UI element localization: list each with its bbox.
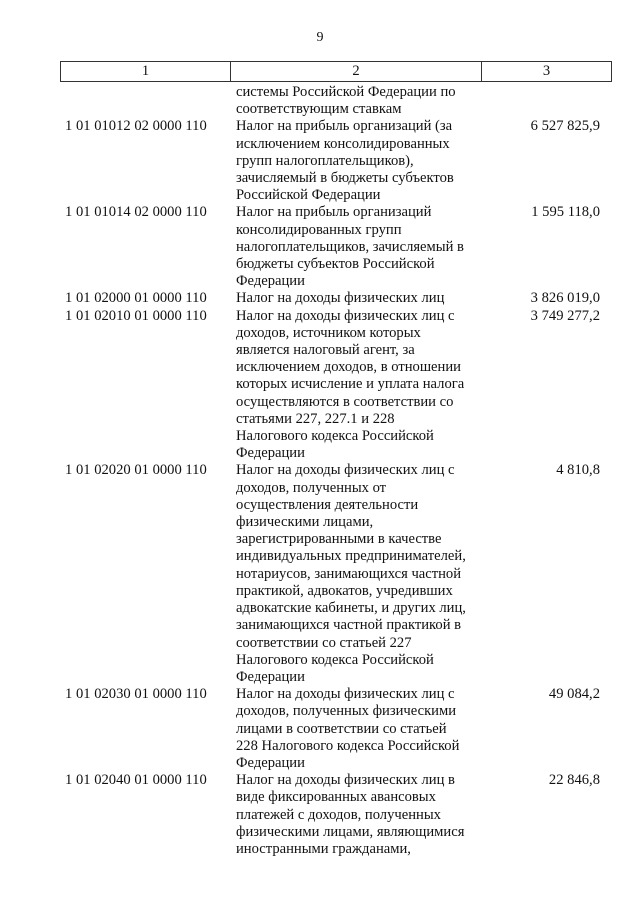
description-line: Налогового кодекса Российской [236, 428, 434, 445]
description-line: лицами в соответствии со статьей [236, 720, 447, 737]
description-line: Налог на доходы физических лиц в [236, 772, 455, 789]
description-line: Федерации [236, 445, 305, 462]
amount: 22 846,8 [548, 772, 600, 789]
description-line: иностранными гражданами, [236, 840, 411, 857]
amount: 6 527 825,9 [530, 118, 600, 135]
budget-code: 1 01 01012 02 0000 110 [65, 118, 207, 135]
budget-code [60, 84, 230, 118]
description-line: является налоговый агент, за [236, 342, 415, 359]
description-line: консолидированных групп [236, 221, 402, 238]
description-line: индивидуальных предпринимателей, [236, 548, 466, 565]
description-line: физическими лицами, [236, 514, 374, 531]
description [230, 308, 481, 463]
table-row [60, 84, 612, 118]
description-line: осуществления деятельности [236, 496, 419, 513]
amount [481, 84, 612, 118]
amount: 49 084,2 [548, 686, 600, 703]
amount: 3 749 277,2 [530, 307, 600, 324]
description-line: осуществляются в соответствии со [236, 393, 454, 410]
description-line: Федерации [236, 273, 305, 290]
budget-code: 1 01 02010 01 0000 110 [65, 307, 207, 324]
description-line: виде фиксированных авансовых [236, 789, 436, 806]
table-row [60, 118, 612, 204]
description-line: доходов, источником которых [236, 324, 421, 341]
description-line: Налог на доходы физических лиц с [236, 462, 455, 479]
description-line: зачисляемый в бюджеты субъектов [236, 170, 454, 187]
description-line: системы Российской Федерации по [236, 84, 456, 100]
budget-code: 1 01 02000 01 0000 110 [65, 290, 207, 307]
table-body [60, 84, 612, 858]
description-line: Налог на доходы физических лиц с [236, 686, 455, 703]
description-line: Налогового кодекса Российской [236, 651, 434, 668]
description-line: нотариусов, занимающихся частной [236, 565, 462, 582]
budget-code: 1 01 02020 01 0000 110 [65, 462, 207, 479]
description-line: Налог на доходы физических лиц [236, 290, 445, 307]
description-line: платежей с доходов, полученных [236, 806, 441, 823]
description-line: адвокатские кабинеты, и других лиц, [236, 600, 466, 617]
description [230, 462, 481, 686]
description-line: Налог на прибыль организаций (за [236, 118, 453, 135]
page-number: 9 [316, 30, 324, 45]
description-line: соответствующим ставкам [236, 101, 402, 118]
description [230, 204, 481, 290]
description-line: физическими лицами, являющимися [236, 823, 465, 840]
description [230, 290, 481, 307]
description-line: доходов, полученных физическими [236, 703, 457, 720]
column-header-1: 1 [61, 62, 231, 81]
amount: 4 810,8 [556, 462, 600, 479]
amount: 1 595 118,0 [531, 204, 600, 221]
description-line: Федерации [236, 754, 305, 771]
table-row [60, 308, 612, 463]
description-line: 228 Налогового кодекса Российской [236, 737, 460, 754]
description-line: зарегистрированными в качестве [236, 531, 442, 548]
column-header-3: 3 [542, 63, 551, 79]
description-line: исключением доходов, в отношении [236, 359, 461, 376]
column-header-2: 2 [231, 62, 482, 81]
description [230, 84, 481, 118]
description-line: групп налогоплательщиков), [236, 152, 414, 169]
budget-code: 1 01 02030 01 0000 110 [65, 686, 207, 703]
description-line: Налог на прибыль организаций [236, 204, 432, 221]
description-line: Федерации [236, 668, 305, 685]
description-line: занимающихся частной практикой в [236, 617, 462, 634]
description [230, 686, 481, 772]
table-row [60, 462, 612, 686]
description-line: бюджеты субъектов Российской [236, 256, 435, 273]
description-line: Российской Федерации [236, 187, 381, 204]
description [230, 118, 481, 204]
table-header [60, 61, 612, 82]
description-line: практикой, адвокатов, учредивших [236, 582, 453, 599]
description-line: соответствии со статьей 227 [236, 634, 412, 651]
amount: 3 826 019,0 [530, 290, 600, 307]
description-line: статьями 227, 227.1 и 228 [236, 410, 395, 427]
table-row [60, 686, 612, 772]
table-row [60, 290, 612, 307]
budget-code: 1 01 01014 02 0000 110 [65, 204, 207, 221]
table-row [60, 772, 612, 858]
description-line: доходов, полученных от [236, 479, 387, 496]
budget-code: 1 01 02040 01 0000 110 [65, 772, 207, 789]
description-line: налогоплательщиков, зачисляемый в [236, 238, 464, 255]
description-line: Налог на доходы физических лиц с [236, 307, 455, 324]
description-line: которых исчисление и уплата налога [236, 376, 465, 393]
table-row [60, 204, 612, 290]
description-line: исключением консолидированных [236, 135, 450, 152]
description [230, 772, 481, 858]
